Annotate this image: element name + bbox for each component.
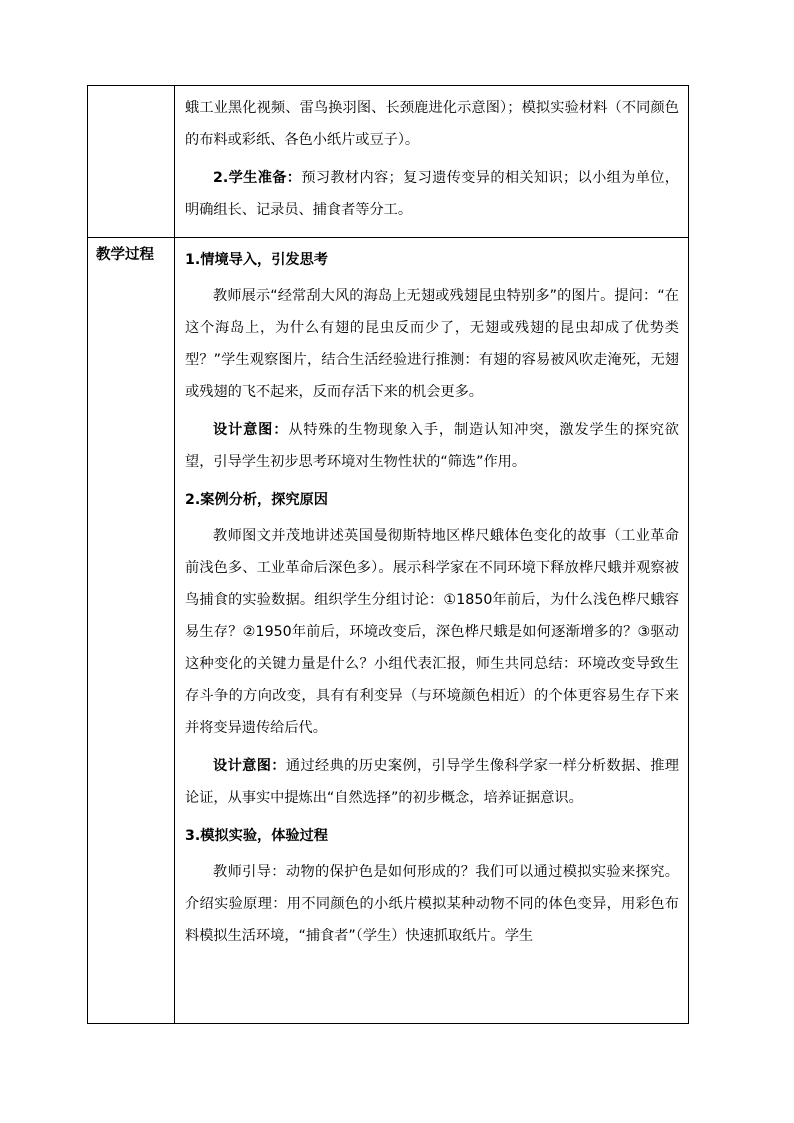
section-2-body: 教师图文并茂地讲述英国曼彻斯特地区桦尺蛾体色变化的故事（工业革命前浅色多、工业革命后深色多）。展示科学家在不同环境下释放桦尺蛾并观察被鸟捕食的实验数据。组织学生分组讨论：①1850年前后，为什么浅色桦尺蛾容易生存？②1950年前后，环境改变后，深色桦尺蛾是如何逐渐增多的？③驱动这种变化的关键力量是什么？小组代表汇报，师生共同总结：环境改变导致生存斗争的方向改变，具有有利变异（与环境颜色相近）的个体更容易生存下来并将变异遗传给后代。 [185,528,679,736]
student-prep-label: 2.学生准备： [213,170,302,186]
section-2-intent [185,750,679,814]
content-cell-preparation [175,86,689,238]
section-3-body: 教师引导：动物的保护色是如何形成的？我们可以通过模拟实验来探究。介绍实验原理：用不同颜色的小纸片模拟某种动物不同的体色变异，用彩色布料模拟生活环境，“捕食者”（学生）快速抓取纸片。学生 [185,864,679,944]
label-cell-teaching-process [88,238,175,1024]
section-1-intent [185,414,679,478]
prep-materials-continued: 蛾工业黑化视频、雷鸟换羽图、长颈鹿进化示意图）；模拟实验材料（不同颜色的布料或彩纸、各色小纸片或豆子）。 [185,100,679,148]
lesson-plan-table [87,85,689,1024]
section-2-intent-text: 通过经典的历史案例，引导学生像科学家一样分析数据、推理论证，从事实中提炼出“自然选择”的初步概念，培养证据意识。 [185,758,679,806]
table-row-teaching-process [88,238,689,1024]
teaching-process-label: 教学过程 [96,247,154,263]
section-1-intent-label: 设计意图： [213,422,289,438]
table-row-preparation [88,86,689,238]
section-1-intent-text: 从特殊的生物现象入手，制造认知冲突，激发学生的探究欲望，引导学生初步思考环境对生物性状的“筛选”作用。 [185,422,679,470]
label-cell-empty [88,86,175,238]
section-1-body: 教师展示“经常刮大风的海岛上无翅或残翅昆虫特别多”的图片。提问：“在这个海岛上，为什么有翅的昆虫反而少了，无翅或残翅的昆虫却成了优势类型？”学生观察图片，结合生活经验进行推测：有翅的容易被风吹走淹死，无翅或残翅的飞不起来，反而存活下来的机会更多。 [185,288,679,400]
section-2-intent-label: 设计意图： [213,758,286,774]
section-2-heading: 2.案例分析，探究原因 [185,492,328,508]
student-prep-text: 预习教材内容；复习遗传变异的相关知识；以小组为单位，明确组长、记录员、捕食者等分工。 [185,170,679,218]
section-1-heading: 1.情境导入，引发思考 [185,252,328,268]
section-3-heading: 3.模拟实验，体验过程 [185,828,328,844]
content-cell-teaching-process [175,238,689,1024]
student-preparation [185,162,679,226]
